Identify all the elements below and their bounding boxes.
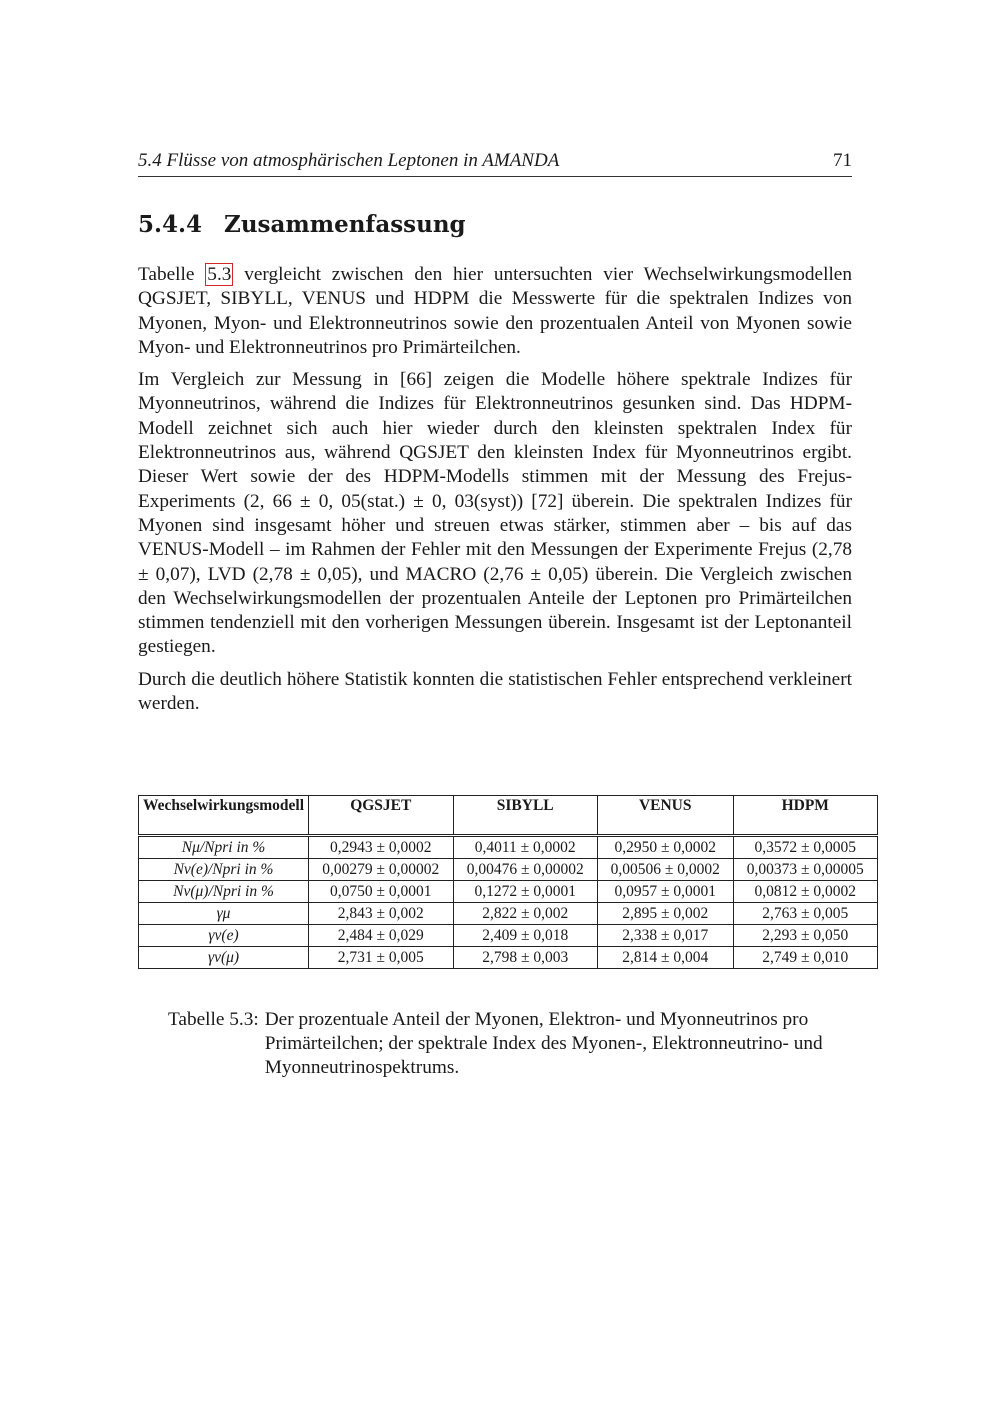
header-model: Wechselwirkungsmodell bbox=[139, 796, 309, 836]
table-cell: 0,00476 ± 0,00002 bbox=[453, 859, 597, 881]
table-cell: 0,00506 ± 0,0002 bbox=[597, 859, 733, 881]
table-cell: 2,843 ± 0,002 bbox=[309, 903, 453, 925]
header-hdpm: HDPM bbox=[733, 796, 877, 836]
table-cell: 0,4011 ± 0,0002 bbox=[453, 836, 597, 859]
body-text bbox=[138, 263, 852, 724]
table-cell: 2,798 ± 0,003 bbox=[453, 947, 597, 969]
table-cell: 2,293 ± 0,050 bbox=[733, 925, 877, 947]
table-row bbox=[139, 903, 878, 925]
paragraph-3: Durch die deutlich höhere Statistik konnten die statistischen Fehler entsprechend verkleinert werden. bbox=[138, 668, 852, 715]
paragraph-1 bbox=[138, 263, 852, 360]
row-label: Nμ/Npri in % bbox=[139, 836, 309, 859]
table-cell: 0,2950 ± 0,0002 bbox=[597, 836, 733, 859]
section-heading bbox=[138, 211, 466, 238]
table-reference-link[interactable]: 5.3 bbox=[207, 264, 232, 285]
table-row bbox=[139, 925, 878, 947]
section-title: Zusammenfassung bbox=[224, 211, 466, 238]
table-caption bbox=[168, 1008, 828, 1080]
table-cell: 0,00373 ± 0,00005 bbox=[733, 859, 877, 881]
table-cell: 0,0750 ± 0,0001 bbox=[309, 881, 453, 903]
header-qgsjet: QGSJET bbox=[309, 796, 453, 836]
table-cell: 2,814 ± 0,004 bbox=[597, 947, 733, 969]
table-cell: 2,749 ± 0,010 bbox=[733, 947, 877, 969]
caption-label: Tabelle 5.3: bbox=[168, 1009, 259, 1030]
paragraph-1-rest: vergleicht zwischen den hier untersuchten vier Wechselwirkungsmodellen QGSJET, SIBYLL, VENUS und HDPM die Messwerte für die spektralen Indizes von Myonen, Myon- und Elektronneutrinos sowie den prozentualen Anteil von Myonen sowie Myon- und Elektronneutrinos pro Primärteilchen. bbox=[138, 264, 852, 358]
paragraph-2: Im Vergleich zur Messung in [66] zeigen die Modelle höhere spektrale Indizes für Myonneutrinos, während die Indizes für Elektronneutrinos gesunken sind. Das HDPM-Modell zeichnet sich auch hier wieder durch den kleinsten spektralen Index für Elektronneutrinos aus, während QGSJET den kleinsten Index für Myonneutrinos ergibt. Dieser Wert sowie der des HDPM-Modells stimmen mit der Messung des Frejus-Experiments (2, 66 ± 0, 05(stat.) ± 0, 03(syst)) [72] überein. Die spektralen Indizes für Myonen sind insgesamt höher und streuen etwas stärker, stimmen aber – bis auf das VENUS-Modell – im Rahmen der Fehler mit den Messungen der Experimente Frejus (2,78 ± 0,07), LVD (2,78 ± 0,05), und MACRO (2,76 ± 0,05) überein. Die Vergleich zwischen den Wechselwirkungsmodellen der prozentualen Anteile der Leptonen pro Primärteilchen stimmen tendenziell mit den vorherigen Messungen überein. Insgesamt ist der Leptonanteil gestiegen. bbox=[138, 369, 852, 658]
row-label: γμ bbox=[139, 903, 309, 925]
row-label: γν(e) bbox=[139, 925, 309, 947]
table-cell: 0,1272 ± 0,0001 bbox=[453, 881, 597, 903]
paragraph-1-start: Tabelle bbox=[138, 264, 206, 285]
table-cell: 2,409 ± 0,018 bbox=[453, 925, 597, 947]
table-cell: 2,822 ± 0,002 bbox=[453, 903, 597, 925]
header-venus: VENUS bbox=[597, 796, 733, 836]
table-cell: 0,3572 ± 0,0005 bbox=[733, 836, 877, 859]
table-cell: 2,484 ± 0,029 bbox=[309, 925, 453, 947]
table-row bbox=[139, 947, 878, 969]
table-row bbox=[139, 859, 878, 881]
table-cell: 0,0812 ± 0,0002 bbox=[733, 881, 877, 903]
table-cell: 2,338 ± 0,017 bbox=[597, 925, 733, 947]
row-label: Nν(e)/Npri in % bbox=[139, 859, 309, 881]
table-cell: 0,00279 ± 0,00002 bbox=[309, 859, 453, 881]
running-head bbox=[138, 150, 852, 177]
page-number: 71 bbox=[833, 150, 852, 171]
results-table bbox=[138, 795, 878, 969]
header-sibyll: SIBYLL bbox=[453, 796, 597, 836]
table-cell: 2,731 ± 0,005 bbox=[309, 947, 453, 969]
table-cell: 2,763 ± 0,005 bbox=[733, 903, 877, 925]
table-cell: 0,2943 ± 0,0002 bbox=[309, 836, 453, 859]
row-label: Nν(μ)/Npri in % bbox=[139, 881, 309, 903]
row-label: γν(μ) bbox=[139, 947, 309, 969]
table-cell: 2,895 ± 0,002 bbox=[597, 903, 733, 925]
section-number: 5.4.4 bbox=[138, 211, 203, 238]
table-row bbox=[139, 881, 878, 903]
caption-text: Der prozentuale Anteil der Myonen, Elektron- und Myonneutrinos pro Primärteilchen; der spektrale Index des Myonen-, Elektronneutrino- und Myonneutrinospektrums. bbox=[264, 1009, 823, 1078]
table-cell: 0,0957 ± 0,0001 bbox=[597, 881, 733, 903]
running-title: 5.4 Flüsse von atmosphärischen Leptonen in AMANDA bbox=[138, 150, 560, 171]
table-header-row bbox=[139, 796, 878, 836]
table-row bbox=[139, 836, 878, 859]
